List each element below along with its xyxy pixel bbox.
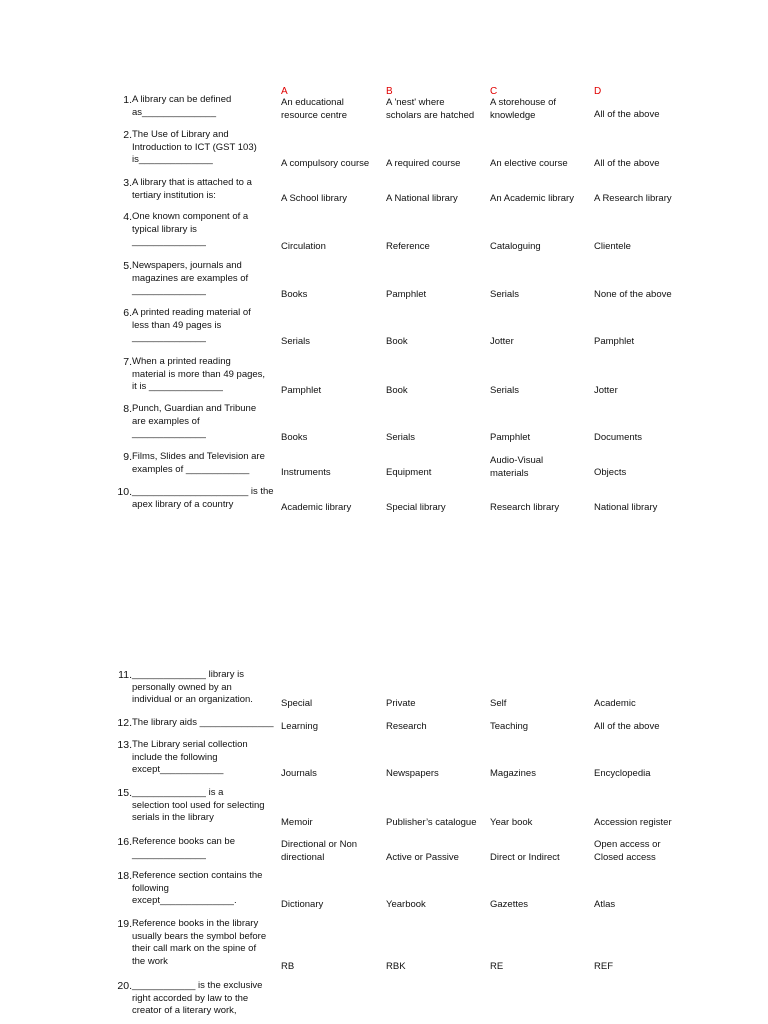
column-header-d: D: [594, 86, 602, 97]
option-a: Journals: [281, 768, 317, 779]
option-b: A 'nest' where scholars are hatched: [386, 97, 475, 121]
option-d: Open access or Closed access: [594, 839, 661, 863]
option-b: Pamphlet: [386, 289, 427, 300]
option-b: Newspapers: [386, 768, 439, 779]
question-text: Films, Slides and Television are examples of ____________: [132, 451, 265, 475]
option-c: Teaching: [490, 721, 529, 732]
option-b: A National library: [386, 193, 458, 204]
option-c: Pamphlet: [490, 432, 531, 443]
option-c: A storehouse of knowledge: [490, 97, 557, 121]
option-a: Books: [281, 289, 308, 300]
option-d: Documents: [594, 432, 643, 443]
question-text: Reference books can be ______________: [132, 836, 235, 860]
question-text: Punch, Guardian and Tribune are examples of ______________: [132, 403, 257, 440]
option-b: A required course: [386, 158, 461, 169]
option-b: Active or Passive: [386, 852, 459, 863]
question-text: One known component of a typical library is ______________: [132, 211, 249, 248]
column-header-b: B: [386, 86, 393, 97]
option-d: All of the above: [594, 158, 660, 169]
option-b: RBK: [386, 961, 406, 972]
option-c: Self: [490, 698, 507, 709]
option-c: Year book: [490, 817, 533, 828]
question-number: 2.: [123, 129, 132, 141]
option-a: Memoir: [281, 817, 313, 828]
question-text: A printed reading material of less than 49 pages is ______________: [132, 307, 251, 344]
question-number: 7.: [123, 356, 132, 368]
question-number: 13.: [117, 739, 132, 751]
option-b: Equipment: [386, 467, 432, 478]
question-number: 11.: [118, 669, 132, 681]
option-d: Encyclopedia: [594, 768, 651, 779]
option-c: RE: [490, 961, 504, 972]
question-number: 19.: [117, 918, 132, 930]
option-a: A School library: [281, 193, 348, 204]
question-text: A library can be defined as______________: [132, 94, 232, 118]
option-d: Academic: [594, 698, 636, 709]
question-text: Reference books in the library usually bears the symbol before their call mark on the spine of the work: [132, 918, 267, 967]
option-c: Serials: [490, 289, 520, 300]
question-text: The library aids ______________: [132, 717, 274, 728]
option-c: Magazines: [490, 768, 536, 779]
question-number: 12.: [117, 717, 132, 729]
option-a: Circulation: [281, 241, 326, 252]
option-b: Book: [386, 336, 408, 347]
column-header-a: A: [281, 86, 288, 97]
question-text: ______________________ is the apex library of a country: [132, 486, 274, 510]
option-b: Book: [386, 385, 408, 396]
option-d: Pamphlet: [594, 336, 635, 347]
option-a: Directional or Non directional: [281, 839, 358, 863]
question-number: 4.: [123, 211, 132, 223]
option-b: Research: [386, 721, 427, 732]
option-a: Serials: [281, 336, 311, 347]
option-a: A compulsory course: [281, 158, 370, 169]
option-c: An Academic library: [490, 193, 574, 204]
option-a: An educational resource centre: [281, 97, 348, 121]
option-d: National library: [594, 502, 658, 513]
option-b: Reference: [386, 241, 430, 252]
option-d: A Research library: [594, 193, 672, 204]
option-a: Academic library: [281, 502, 352, 513]
question-number: 10.: [117, 486, 132, 498]
option-c: Research library: [490, 502, 560, 513]
option-a: RB: [281, 961, 295, 972]
question-text: A library that is attached to a tertiary institution is:: [132, 177, 252, 201]
question-number: 16.: [117, 836, 132, 848]
option-a: Dictionary: [281, 899, 324, 910]
question-text: ____________ is the exclusive right accorded by law to the creator of a literary work,: [132, 980, 263, 1017]
option-d: All of the above: [594, 721, 660, 732]
option-d: Objects: [594, 467, 627, 478]
option-d: Clientele: [594, 241, 631, 252]
question-number: 8.: [123, 403, 132, 415]
question-number: 6.: [123, 307, 132, 319]
question-number: 1.: [123, 94, 132, 106]
option-a: Special: [281, 698, 313, 709]
question-number: 15.: [117, 787, 132, 799]
option-d: All of the above: [594, 109, 660, 120]
option-c: Serials: [490, 385, 520, 396]
option-d: Atlas: [594, 899, 616, 910]
option-d: Jotter: [594, 385, 618, 396]
option-a: Pamphlet: [281, 385, 322, 396]
question-number: 20.: [117, 980, 132, 992]
option-c: An elective course: [490, 158, 568, 169]
question-text: When a printed reading material is more than 49 pages, it is ______________: [132, 356, 266, 393]
question-number: 5.: [123, 260, 132, 272]
option-a: Learning: [281, 721, 318, 732]
option-c: Cataloguing: [490, 241, 541, 252]
option-b: Serials: [386, 432, 416, 443]
option-d: REF: [594, 961, 613, 972]
option-a: Books: [281, 432, 308, 443]
option-d: None of the above: [594, 289, 672, 300]
question-text: Reference section contains the following except______________.: [132, 870, 263, 907]
question-text: ______________ library is personally owned by an individual or an organization.: [132, 669, 253, 706]
option-d: Accession register: [594, 817, 672, 828]
option-b: Publisher’s catalogue: [386, 817, 477, 828]
option-a: Instruments: [281, 467, 331, 478]
question-number: 3.: [123, 177, 132, 189]
option-b: Yearbook: [386, 899, 426, 910]
question-text: The Use of Library and Introduction to ICT (GST 103) is______________: [132, 129, 257, 166]
option-c: Gazettes: [490, 899, 529, 910]
column-header-c: C: [490, 86, 498, 97]
question-text: Newspapers, journals and magazines are examples of ______________: [132, 260, 249, 297]
option-c: Audio-Visual materials: [490, 455, 544, 479]
option-b: Special library: [386, 502, 446, 513]
option-c: Direct or Indirect: [490, 852, 560, 863]
question-number: 9.: [123, 451, 132, 463]
question-text: The Library serial collection include the following except____________: [132, 739, 248, 776]
option-b: Private: [386, 698, 416, 709]
question-number: 18.: [117, 870, 132, 882]
question-text: ______________ is a selection tool used for selecting serials in the library: [132, 787, 265, 824]
option-c: Jotter: [490, 336, 514, 347]
